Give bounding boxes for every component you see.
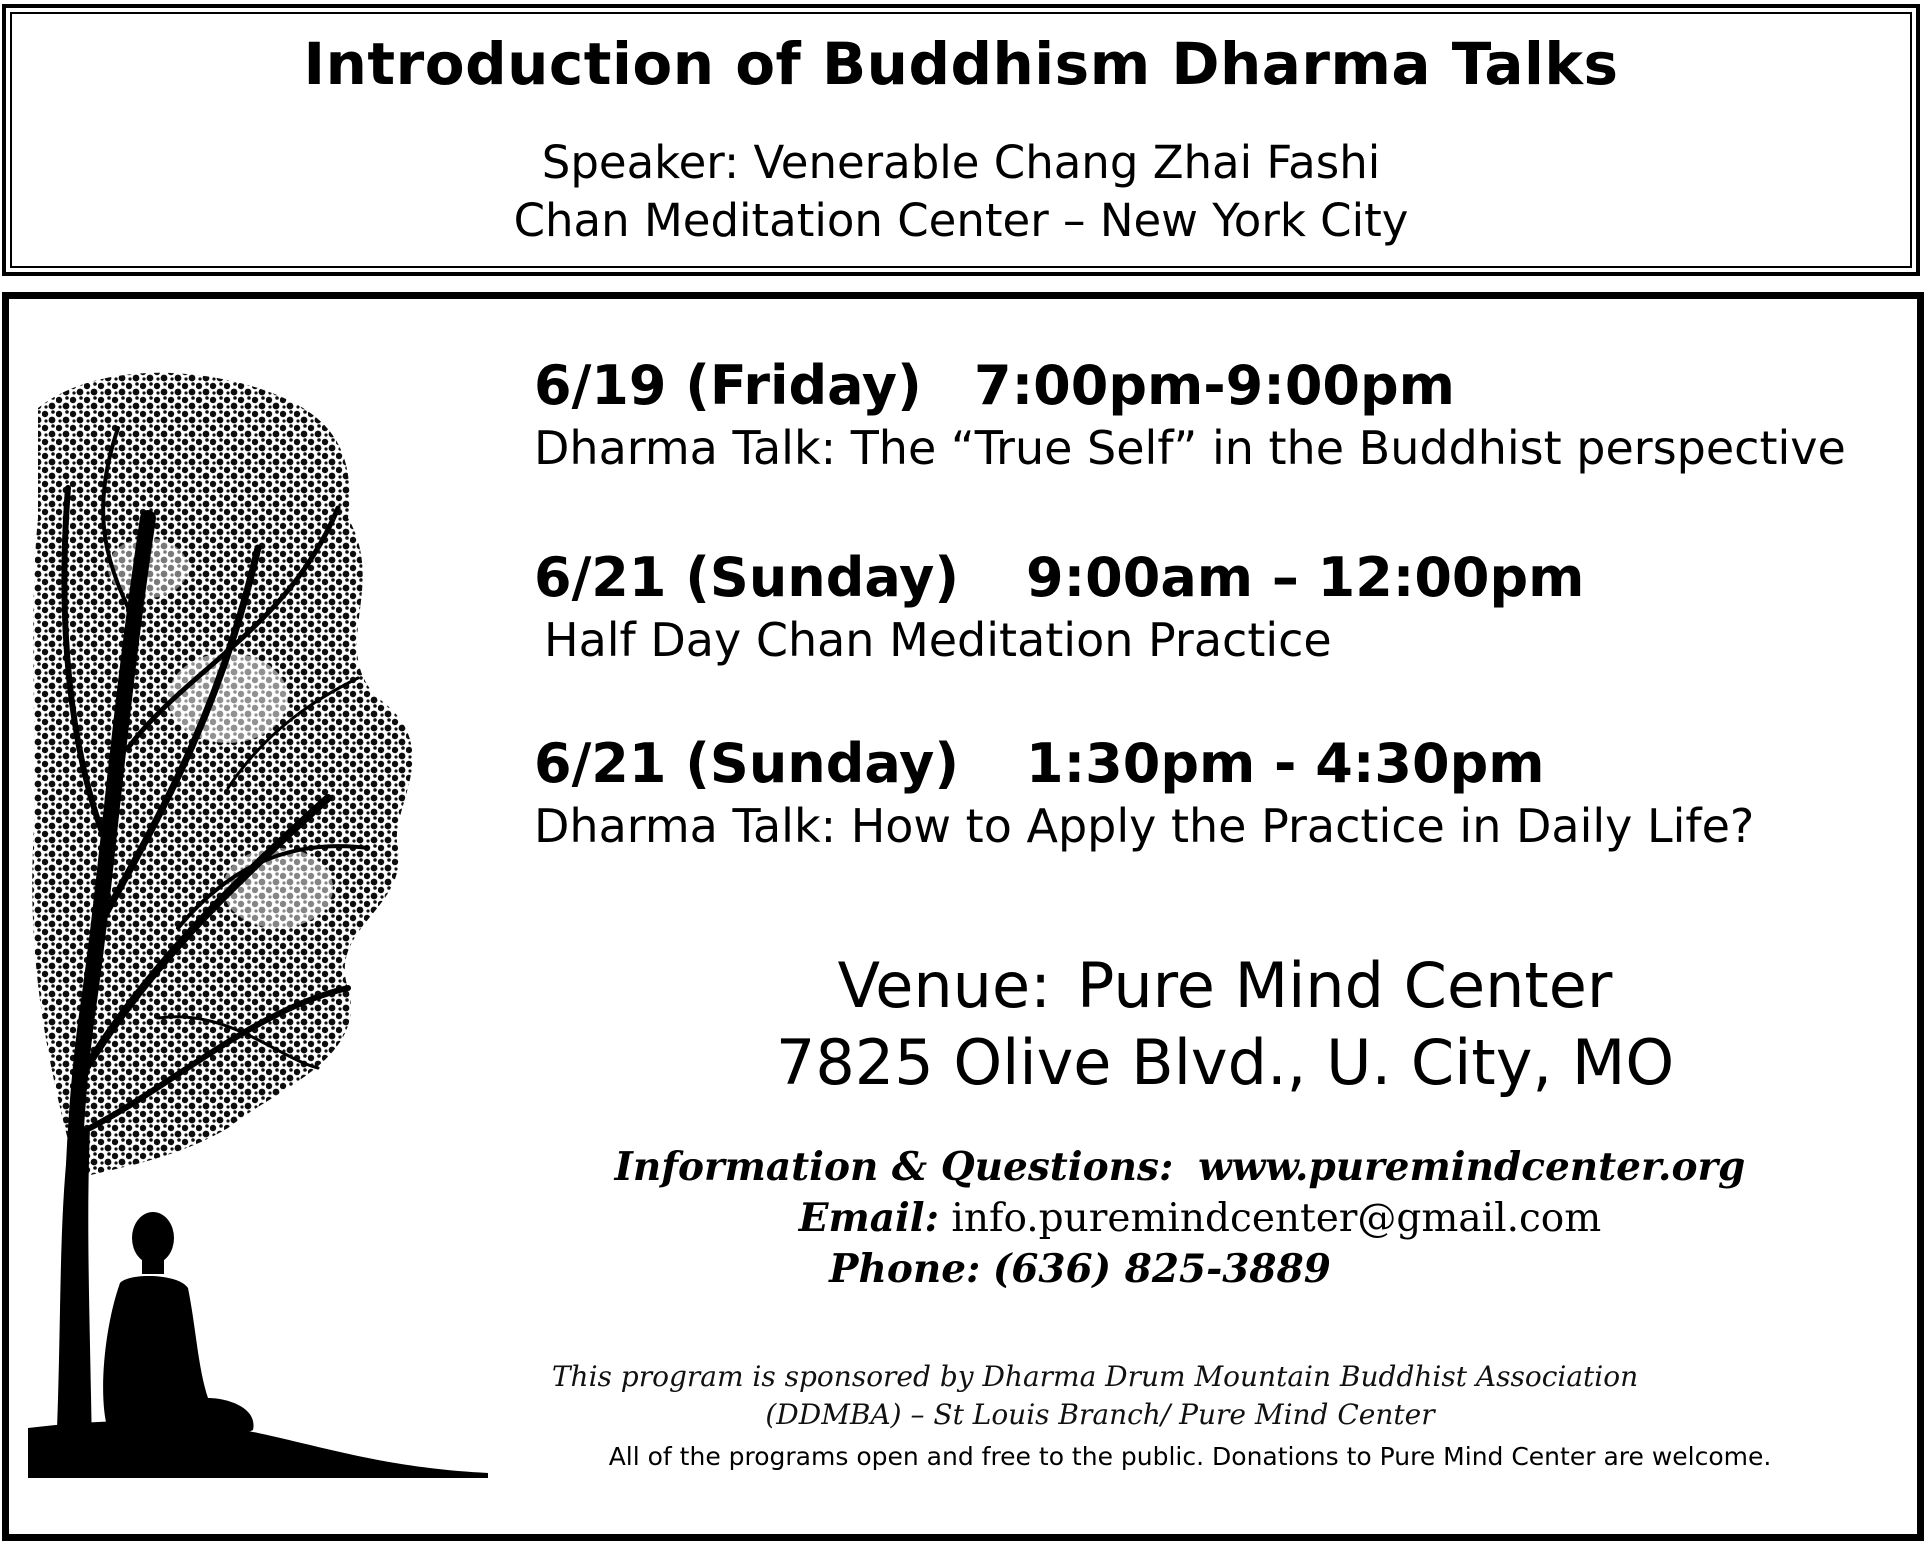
session-3 <box>534 732 1754 854</box>
session-time: 9:00am – 12:00pm <box>1026 546 1585 609</box>
session-2-when <box>534 546 1585 610</box>
sponsor-line-2: (DDMBA) – St Louis Branch/ Pure Mind Center <box>765 1398 1435 1431</box>
session-description: Half Day Chan Meditation Practice <box>544 613 1332 667</box>
free-admission-note: All of the programs open and free to the public. Donations to Pure Mind Center are welcome. <box>608 1442 1772 1471</box>
email-label: Email: <box>798 1195 940 1241</box>
venue-name: Pure Mind Center <box>1077 949 1613 1022</box>
venue-address: 7825 Olive Blvd., U. City, MO <box>775 1026 1675 1099</box>
info-phone-line <box>380 1244 1780 1295</box>
page-title: Introduction of Buddhism Dharma Talks <box>303 30 1619 98</box>
website-link[interactable]: www.puremindcenter.org <box>1198 1144 1746 1190</box>
phone-number: (636) 825-3889 <box>992 1246 1331 1292</box>
tree-meditator-silhouette-icon <box>28 368 488 1478</box>
session-3-when <box>534 732 1754 796</box>
session-1-when <box>534 354 1846 418</box>
venue-label: Venue: <box>837 949 1052 1022</box>
session-1 <box>534 354 1846 476</box>
sponsor-line-1: This program is sponsored by Dharma Drum Mountain Buddhist Association <box>551 1360 1639 1393</box>
session-2 <box>534 546 1585 668</box>
session-time: 7:00pm-9:00pm <box>974 354 1455 417</box>
session-date: 6/21 (Sunday) <box>534 732 960 795</box>
session-date: 6/19 (Friday) <box>534 354 922 417</box>
session-date: 6/21 (Sunday) <box>534 546 960 609</box>
session-description: Dharma Talk: The “True Self” in the Buddhist perspective <box>534 421 1846 475</box>
header-box <box>2 4 1920 276</box>
speaker-line: Speaker: Venerable Chang Zhai Fashi <box>541 136 1381 189</box>
info-label: Information & Questions: <box>614 1144 1174 1190</box>
info-website-line <box>480 1142 1880 1193</box>
phone-label: Phone: <box>829 1246 981 1292</box>
organization-line: Chan Meditation Center – New York City <box>513 194 1409 247</box>
session-description: Dharma Talk: How to Apply the Practice in Daily Life? <box>534 799 1755 853</box>
email-link[interactable]: info.puremindcenter@gmail.com <box>951 1196 1602 1241</box>
info-email-line <box>500 1193 1900 1244</box>
session-time: 1:30pm - 4:30pm <box>1026 732 1545 795</box>
venue-name-line <box>700 948 1750 1024</box>
